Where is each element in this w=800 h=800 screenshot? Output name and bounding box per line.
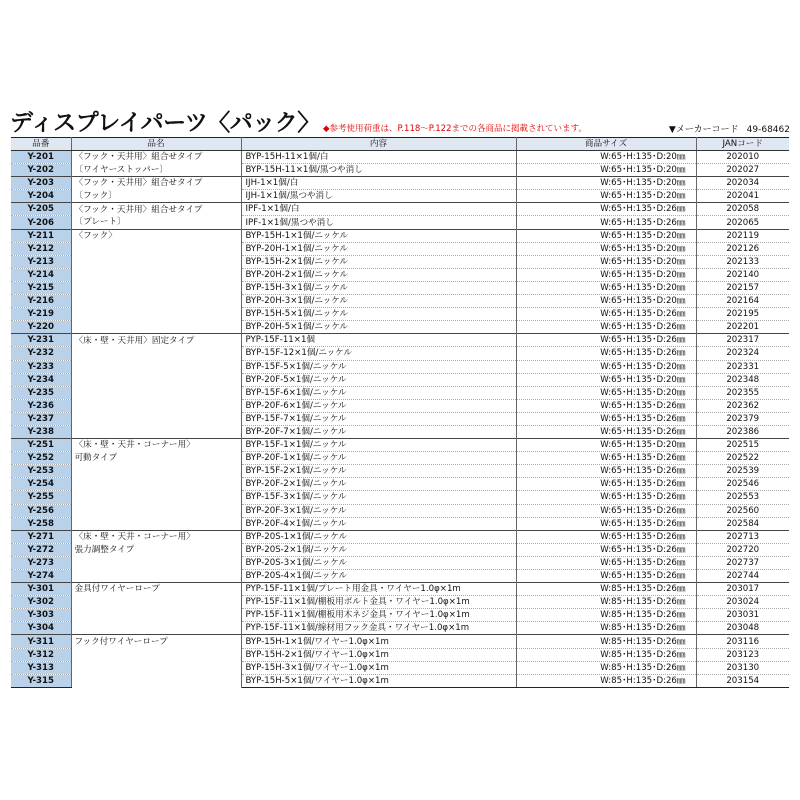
cell-code: Y-304 — [11, 622, 71, 635]
cell-content: IJH-1×1個/白 — [241, 177, 516, 190]
cell-code: Y-212 — [11, 242, 71, 255]
cell-size: W:65･H:135･D:26㎜ — [516, 530, 696, 543]
cell-name — [71, 295, 241, 308]
cell-code: Y-235 — [11, 386, 71, 399]
cell-jan: 202041 — [696, 190, 789, 203]
cell-content: PYP-15F-11×1個/棚板用木ネジ金具・ワイヤー1.0φ×1m — [241, 609, 516, 622]
cell-jan: 202195 — [696, 308, 789, 321]
cell-name — [71, 255, 241, 268]
cell-name: 〈フック・天井用〉組合せタイプ — [71, 177, 241, 190]
cell-size: W:65･H:135･D:26㎜ — [516, 517, 696, 530]
cell-code: Y-213 — [11, 255, 71, 268]
cell-code: Y-254 — [11, 478, 71, 491]
cell-code: Y-315 — [11, 674, 71, 687]
cell-size: W:65･H:135･D:20㎜ — [516, 281, 696, 294]
cell-content: BYP-15H-1×1個/ニッケル — [241, 229, 516, 242]
cell-content: BYP-20F-2×1個/ニッケル — [241, 478, 516, 491]
cell-code: Y-255 — [11, 491, 71, 504]
cell-jan: 202744 — [696, 570, 789, 583]
cell-jan: 203130 — [696, 661, 789, 674]
cell-name: 〈床・壁・天井・コーナー用〉 — [71, 439, 241, 452]
cell-name: 可動タイプ — [71, 452, 241, 465]
table-row — [11, 360, 789, 373]
cell-name — [71, 268, 241, 281]
cell-content: BYP-15H-11×1個/黒つや消し — [241, 164, 516, 177]
cell-size: W:65･H:135･D:26㎜ — [516, 504, 696, 517]
cell-jan: 202348 — [696, 373, 789, 386]
cell-size: W:65･H:135･D:20㎜ — [516, 242, 696, 255]
cell-size: W:85･H:135･D:26㎜ — [516, 635, 696, 648]
cell-size: W:65･H:135･D:20㎜ — [516, 190, 696, 203]
cell-size: W:65･H:135･D:26㎜ — [516, 321, 696, 334]
cell-size: W:65･H:135･D:20㎜ — [516, 439, 696, 452]
maker-code — [669, 122, 790, 135]
cell-size: W:65･H:135･D:20㎜ — [516, 151, 696, 164]
cell-jan: 202539 — [696, 465, 789, 478]
cell-size: W:85･H:135･D:26㎜ — [516, 596, 696, 609]
cell-code: Y-271 — [11, 530, 71, 543]
cell-jan: 202720 — [696, 543, 789, 556]
cell-name — [71, 491, 241, 504]
cell-code: Y-251 — [11, 439, 71, 452]
cell-name — [71, 478, 241, 491]
cell-code: Y-273 — [11, 556, 71, 569]
table-row — [11, 229, 789, 242]
table-row — [11, 281, 789, 294]
cell-name — [71, 281, 241, 294]
cell-code: Y-312 — [11, 648, 71, 661]
cell-content: BYP-20H-5×1個/ニッケル — [241, 321, 516, 334]
cell-content: BYP-15F-6×1個/ニッケル — [241, 386, 516, 399]
cell-content: IPF-1×1個/白 — [241, 203, 516, 216]
cell-jan: 202522 — [696, 452, 789, 465]
cell-code: Y-238 — [11, 425, 71, 438]
cell-content: BYP-15H-5×1個/ワイヤー1.0φ×1m — [241, 674, 516, 687]
cell-name: 〔フック〕 — [71, 190, 241, 203]
cell-name: 張力調整タイプ — [71, 543, 241, 556]
cell-code: Y-274 — [11, 570, 71, 583]
cell-code: Y-201 — [11, 151, 71, 164]
cell-content: BYP-15H-3×1個/ニッケル — [241, 281, 516, 294]
cell-size: W:65･H:135･D:26㎜ — [516, 425, 696, 438]
cell-name — [71, 412, 241, 425]
cell-size: W:65･H:135･D:26㎜ — [516, 491, 696, 504]
table-row — [11, 151, 789, 164]
cell-jan: 202058 — [696, 203, 789, 216]
cell-name — [71, 308, 241, 321]
cell-content: BYP-20S-2×1個/ニッケル — [241, 543, 516, 556]
cell-jan: 202737 — [696, 556, 789, 569]
cell-content: BYP-20F-4×1個/ニッケル — [241, 517, 516, 530]
cell-size: W:85･H:135･D:26㎜ — [516, 583, 696, 596]
cell-size: W:65･H:135･D:26㎜ — [516, 412, 696, 425]
cell-content: BYP-15F-5×1個/ニッケル — [241, 360, 516, 373]
table-row — [11, 386, 789, 399]
table-row — [11, 452, 789, 465]
cell-jan: 202584 — [696, 517, 789, 530]
col-header-name: 品名 — [71, 138, 241, 151]
cell-content: BYP-15H-11×1個/白 — [241, 151, 516, 164]
cell-jan: 203031 — [696, 609, 789, 622]
product-table — [11, 137, 789, 688]
table-row — [11, 465, 789, 478]
cell-jan: 202027 — [696, 164, 789, 177]
cell-jan: 202331 — [696, 360, 789, 373]
cell-jan: 202553 — [696, 491, 789, 504]
cell-name: 〈フック・天井用〉組合せタイプ — [71, 151, 241, 164]
table-row — [11, 412, 789, 425]
cell-code: Y-302 — [11, 596, 71, 609]
cell-size: W:65･H:135･D:26㎜ — [516, 556, 696, 569]
load-note: ◆参考使用荷重は、P.118〜P.122までの各商品に掲載されています。 — [323, 124, 587, 134]
cell-name: フック付ワイヤーロープ — [71, 635, 241, 648]
cell-name: 〈フック・天井用〉組合せタイプ — [71, 203, 241, 216]
cell-size: W:65･H:135･D:26㎜ — [516, 399, 696, 412]
cell-jan: 202065 — [696, 216, 789, 229]
cell-content: IJH-1×1個/黒つや消し — [241, 190, 516, 203]
cell-name — [71, 570, 241, 583]
cell-size: W:65･H:135･D:26㎜ — [516, 308, 696, 321]
cell-name: 〈床・壁・天井・コーナー用〉 — [71, 530, 241, 543]
cell-code: Y-203 — [11, 177, 71, 190]
table-row — [11, 425, 789, 438]
cell-content: BYP-15F-7×1個/ニッケル — [241, 412, 516, 425]
table-row — [11, 517, 789, 530]
cell-content: PYP-15F-11×1個/線材用フック金具・ワイヤー1.0φ×1m — [241, 622, 516, 635]
table-row — [11, 177, 789, 190]
table-body — [11, 151, 789, 688]
cell-size: W:65･H:135･D:26㎜ — [516, 334, 696, 347]
cell-code: Y-237 — [11, 412, 71, 425]
cell-content: IPF-1×1個/黒つや消し — [241, 216, 516, 229]
cell-name — [71, 399, 241, 412]
cell-size: W:65･H:135･D:20㎜ — [516, 295, 696, 308]
cell-name — [71, 674, 241, 687]
cell-name — [71, 661, 241, 674]
cell-jan: 202379 — [696, 412, 789, 425]
maker-code-value: 49-68462 — [746, 125, 790, 135]
cell-name: 〔プレート〕 — [71, 216, 241, 229]
table-row — [11, 164, 789, 177]
table-row — [11, 321, 789, 334]
cell-name — [71, 609, 241, 622]
cell-size: W:65･H:135･D:26㎜ — [516, 465, 696, 478]
cell-code: Y-233 — [11, 360, 71, 373]
cell-size: W:85･H:135･D:26㎜ — [516, 661, 696, 674]
cell-content: BYP-15F-1×1個/ニッケル — [241, 439, 516, 452]
page-header — [10, 104, 790, 134]
cell-jan: 202324 — [696, 347, 789, 360]
cell-size: W:65･H:135･D:20㎜ — [516, 164, 696, 177]
cell-content: BYP-15H-2×1個/ワイヤー1.0φ×1m — [241, 648, 516, 661]
cell-content: BYP-15H-2×1個/ニッケル — [241, 255, 516, 268]
cell-jan: 203154 — [696, 674, 789, 687]
cell-jan: 202034 — [696, 177, 789, 190]
cell-size: W:65･H:135･D:20㎜ — [516, 373, 696, 386]
cell-name — [71, 504, 241, 517]
cell-content: BYP-20F-6×1個/ニッケル — [241, 399, 516, 412]
cell-name — [71, 321, 241, 334]
cell-jan: 203017 — [696, 583, 789, 596]
cell-content: PYP-15F-11×1個 — [241, 334, 516, 347]
cell-content: BYP-20S-1×1個/ニッケル — [241, 530, 516, 543]
cell-name — [71, 517, 241, 530]
cell-content: BYP-15H-5×1個/ニッケル — [241, 308, 516, 321]
cell-jan: 202126 — [696, 242, 789, 255]
table-row — [11, 622, 789, 635]
table-row — [11, 504, 789, 517]
cell-content: BYP-15H-3×1個/ワイヤー1.0φ×1m — [241, 661, 516, 674]
cell-jan: 202317 — [696, 334, 789, 347]
cell-content: BYP-20H-2×1個/ニッケル — [241, 268, 516, 281]
table-header-row — [11, 138, 789, 151]
cell-size: W:65･H:135･D:26㎜ — [516, 478, 696, 491]
cell-size: W:65･H:135･D:20㎜ — [516, 268, 696, 281]
cell-code: Y-214 — [11, 268, 71, 281]
table-row — [11, 543, 789, 556]
cell-size: W:65･H:135･D:26㎜ — [516, 452, 696, 465]
cell-jan: 203048 — [696, 622, 789, 635]
col-header-size: 商品サイズ — [516, 138, 696, 151]
cell-code: Y-206 — [11, 216, 71, 229]
cell-code: Y-232 — [11, 347, 71, 360]
cell-size: W:85･H:135･D:26㎜ — [516, 674, 696, 687]
cell-content: BYP-15F-3×1個/ニッケル — [241, 491, 516, 504]
cell-content: BYP-20H-3×1個/ニッケル — [241, 295, 516, 308]
table-row — [11, 334, 789, 347]
cell-jan: 202355 — [696, 386, 789, 399]
table-row — [11, 255, 789, 268]
cell-jan: 203024 — [696, 596, 789, 609]
cell-code: Y-303 — [11, 609, 71, 622]
table-row — [11, 373, 789, 386]
cell-code: Y-253 — [11, 465, 71, 478]
cell-code: Y-258 — [11, 517, 71, 530]
cell-code: Y-216 — [11, 295, 71, 308]
cell-size: W:65･H:135･D:26㎜ — [516, 347, 696, 360]
cell-code: Y-313 — [11, 661, 71, 674]
table-row — [11, 596, 789, 609]
cell-name — [71, 360, 241, 373]
table-row — [11, 268, 789, 281]
cell-jan: 203123 — [696, 648, 789, 661]
table-row — [11, 216, 789, 229]
cell-code: Y-234 — [11, 373, 71, 386]
cell-code: Y-301 — [11, 583, 71, 596]
table-row — [11, 308, 789, 321]
cell-code: Y-219 — [11, 308, 71, 321]
cell-jan: 202010 — [696, 151, 789, 164]
cell-content: BYP-20S-3×1個/ニッケル — [241, 556, 516, 569]
cell-jan: 202140 — [696, 268, 789, 281]
cell-code: Y-256 — [11, 504, 71, 517]
cell-name — [71, 465, 241, 478]
cell-code: Y-205 — [11, 203, 71, 216]
table-row — [11, 648, 789, 661]
cell-size: W:65･H:135･D:26㎜ — [516, 543, 696, 556]
cell-size: W:65･H:135･D:20㎜ — [516, 386, 696, 399]
cell-code: Y-211 — [11, 229, 71, 242]
cell-content: BYP-20H-1×1個/ニッケル — [241, 242, 516, 255]
table-row — [11, 478, 789, 491]
cell-content: BYP-15H-1×1個/ワイヤー1.0φ×1m — [241, 635, 516, 648]
cell-size: W:65･H:135･D:26㎜ — [516, 203, 696, 216]
cell-name — [71, 556, 241, 569]
cell-content: PYP-15F-11×1個/棚板用ボルト金具・ワイヤー1.0φ×1m — [241, 596, 516, 609]
cell-jan: 203116 — [696, 635, 789, 648]
cell-content: PYP-15F-11×1個/プレート用金具・ワイヤー1.0φ×1m — [241, 583, 516, 596]
col-header-code: 品番 — [11, 138, 71, 151]
maker-code-label: ▼メーカーコード — [668, 125, 739, 135]
cell-name — [71, 242, 241, 255]
cell-size: W:65･H:135･D:20㎜ — [516, 177, 696, 190]
cell-jan: 202713 — [696, 530, 789, 543]
table-row — [11, 674, 789, 687]
cell-jan: 202119 — [696, 229, 789, 242]
table-row — [11, 609, 789, 622]
cell-content: BYP-20F-7×1個/ニッケル — [241, 425, 516, 438]
cell-content: BYP-20F-1×1個/ニッケル — [241, 452, 516, 465]
cell-size: W:65･H:135･D:20㎜ — [516, 229, 696, 242]
cell-name: 金具付ワイヤーロープ — [71, 583, 241, 596]
table-row — [11, 491, 789, 504]
cell-name — [71, 648, 241, 661]
table-row — [11, 570, 789, 583]
cell-size: W:85･H:135･D:26㎜ — [516, 622, 696, 635]
cell-name — [71, 425, 241, 438]
table-row — [11, 190, 789, 203]
cell-content: BYP-20F-3×1個/ニッケル — [241, 504, 516, 517]
table-row — [11, 203, 789, 216]
cell-jan: 202546 — [696, 478, 789, 491]
cell-code: Y-220 — [11, 321, 71, 334]
cell-code: Y-272 — [11, 543, 71, 556]
cell-jan: 202157 — [696, 281, 789, 294]
cell-name: 〈フック〉 — [71, 229, 241, 242]
table-row — [11, 242, 789, 255]
table-row — [11, 583, 789, 596]
cell-jan: 202362 — [696, 399, 789, 412]
cell-name — [71, 596, 241, 609]
cell-jan: 202560 — [696, 504, 789, 517]
cell-content: BYP-15F-12×1個/ニッケル — [241, 347, 516, 360]
cell-name — [71, 373, 241, 386]
table-row — [11, 530, 789, 543]
cell-name — [71, 386, 241, 399]
cell-code: Y-252 — [11, 452, 71, 465]
cell-size: W:85･H:135･D:26㎜ — [516, 609, 696, 622]
cell-jan: 202164 — [696, 295, 789, 308]
cell-code: Y-231 — [11, 334, 71, 347]
cell-jan: 202201 — [696, 321, 789, 334]
table-row — [11, 399, 789, 412]
cell-code: Y-311 — [11, 635, 71, 648]
cell-size: W:65･H:135･D:20㎜ — [516, 255, 696, 268]
cell-name: 〔ワイヤーストッパー〕 — [71, 164, 241, 177]
table-row — [11, 556, 789, 569]
table-row — [11, 295, 789, 308]
cell-name: 〈床・壁・天井用〉固定タイプ — [71, 334, 241, 347]
cell-name — [71, 347, 241, 360]
cell-code: Y-215 — [11, 281, 71, 294]
cell-code: Y-236 — [11, 399, 71, 412]
cell-content: BYP-20F-5×1個/ニッケル — [241, 373, 516, 386]
cell-jan: 202386 — [696, 425, 789, 438]
cell-code: Y-204 — [11, 190, 71, 203]
cell-content: BYP-15F-2×1個/ニッケル — [241, 465, 516, 478]
cell-jan: 202133 — [696, 255, 789, 268]
table-row — [11, 635, 789, 648]
table-row — [11, 439, 789, 452]
table-row — [11, 661, 789, 674]
cell-size: W:65･H:135･D:26㎜ — [516, 216, 696, 229]
page-title: ディスプレイパーツ〈パック〉 — [10, 110, 320, 136]
cell-size: W:65･H:135･D:26㎜ — [516, 570, 696, 583]
cell-size: W:65･H:135･D:20㎜ — [516, 360, 696, 373]
cell-name — [71, 622, 241, 635]
col-header-content: 内容 — [241, 138, 516, 151]
cell-code: Y-202 — [11, 164, 71, 177]
cell-content: BYP-20S-4×1個/ニッケル — [241, 570, 516, 583]
cell-size: W:85･H:135･D:26㎜ — [516, 648, 696, 661]
cell-jan: 202515 — [696, 439, 789, 452]
col-header-jan: JANコード — [696, 138, 789, 151]
table-row — [11, 347, 789, 360]
